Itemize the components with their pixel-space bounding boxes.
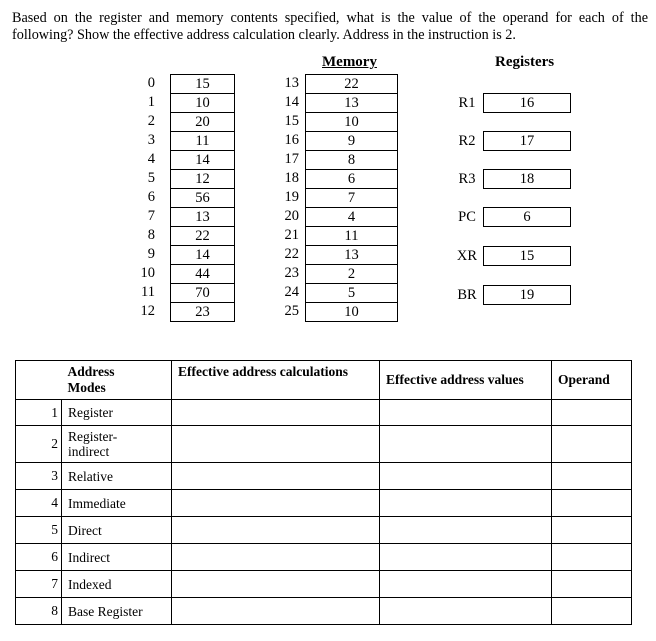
memory-address: 15 [284, 113, 299, 129]
operand-cell[interactable] [552, 463, 632, 490]
memory-cell: 6 [305, 169, 398, 189]
memory-address: 19 [284, 189, 299, 205]
operand-cell[interactable] [552, 426, 632, 463]
memory-cell: 4 [305, 207, 398, 227]
memory-cell: 12 [170, 169, 235, 189]
row-number: 7 [16, 571, 62, 598]
row-number: 4 [16, 490, 62, 517]
memory-address: 4 [147, 151, 155, 167]
row-number: 2 [16, 426, 62, 463]
header-operand: Operand [552, 361, 632, 400]
memory-address: 1 [147, 94, 155, 110]
memory-address: 3 [147, 132, 155, 148]
row-number: 1 [16, 400, 62, 426]
ea-calc-cell[interactable] [172, 463, 380, 490]
memory-address: 0 [147, 75, 155, 91]
memory-address: 20 [284, 208, 299, 224]
memory-address: 22 [284, 246, 299, 262]
ea-value-cell[interactable] [380, 463, 552, 490]
register-label-pc: PC [458, 209, 476, 225]
ea-value-cell[interactable] [380, 571, 552, 598]
addressing-modes-table [15, 360, 632, 625]
mode-name: Register [62, 400, 172, 426]
row-number: 6 [16, 544, 62, 571]
register-value-r2: 17 [483, 131, 571, 151]
memory-cell: 7 [305, 188, 398, 208]
table-row [16, 463, 632, 490]
mode-name: Base Register [62, 598, 172, 625]
memory-cell: 14 [170, 245, 235, 265]
mode-name: Relative [62, 463, 172, 490]
ea-value-cell[interactable] [380, 598, 552, 625]
ea-calc-cell[interactable] [172, 426, 380, 463]
mode-name-line2: indirect [68, 444, 110, 459]
mode-name: Direct [62, 517, 172, 544]
memory-address: 21 [284, 227, 299, 243]
row-number: 3 [16, 463, 62, 490]
memory-address: 9 [147, 246, 155, 262]
ea-value-cell[interactable] [380, 426, 552, 463]
register-label-br: BR [457, 287, 477, 303]
memory-address: 13 [284, 75, 299, 91]
row-number: 8 [16, 598, 62, 625]
memory-address: 2 [147, 113, 155, 129]
ea-calc-cell[interactable] [172, 571, 380, 598]
memory-address: 5 [147, 170, 155, 186]
header-ea-calculations: Effective address calculations [172, 361, 380, 400]
memory-cell: 22 [170, 226, 235, 246]
table-row [16, 517, 632, 544]
operand-cell[interactable] [552, 598, 632, 625]
operand-cell[interactable] [552, 490, 632, 517]
ea-value-cell[interactable] [380, 400, 552, 426]
memory-cell: 23 [170, 302, 235, 322]
memory-cell: 11 [305, 226, 398, 246]
ea-calc-cell[interactable] [172, 517, 380, 544]
operand-cell[interactable] [552, 544, 632, 571]
memory-cell: 14 [170, 150, 235, 170]
table-row [16, 426, 632, 463]
register-value-br: 19 [483, 285, 571, 305]
operand-cell[interactable] [552, 400, 632, 426]
memory-cell: 13 [305, 93, 398, 113]
memory-address: 25 [284, 303, 299, 319]
memory-cell: 11 [170, 131, 235, 151]
memory-address: 23 [284, 265, 299, 281]
memory-address: 11 [141, 284, 155, 300]
question-text: Based on the register and memory contents specified, what is the value of the operand for each of the following? Show the effective address calculation clearly. Address in the instruction is 2. [12, 10, 648, 43]
memory-title: Memory [322, 54, 377, 70]
header-empty-cell [16, 361, 62, 400]
operand-cell[interactable] [552, 517, 632, 544]
register-value-r1: 16 [483, 93, 571, 113]
header-address-modes-line2: Modes [67, 380, 106, 395]
memory-cell: 10 [305, 112, 398, 132]
table-row [16, 571, 632, 598]
mode-name: Indirect [62, 544, 172, 571]
memory-cell: 10 [305, 302, 398, 322]
register-label-r3: R3 [458, 171, 476, 187]
memory-address: 6 [147, 189, 155, 205]
ea-calc-cell[interactable] [172, 598, 380, 625]
memory-cell: 56 [170, 188, 235, 208]
memory-cell: 70 [170, 283, 235, 303]
mode-name: Immediate [62, 490, 172, 517]
memory-cell: 22 [305, 74, 398, 94]
mode-name [62, 426, 172, 463]
memory-cell: 13 [305, 245, 398, 265]
registers-title: Registers [495, 54, 555, 70]
row-number: 5 [16, 517, 62, 544]
memory-address: 17 [284, 151, 299, 167]
memory-cell: 9 [305, 131, 398, 151]
table-row [16, 400, 632, 426]
mode-name: Indexed [62, 571, 172, 598]
memory-address: 24 [284, 284, 299, 300]
memory-cell: 15 [170, 74, 235, 94]
ea-value-cell[interactable] [380, 517, 552, 544]
memory-address: 12 [140, 303, 155, 319]
mode-name-line1: Register- [68, 429, 118, 444]
header-ea-values: Effective address values [380, 361, 552, 400]
register-value-r3: 18 [483, 169, 571, 189]
memory-cell: 2 [305, 264, 398, 284]
register-label-r1: R1 [458, 95, 476, 111]
memory-cell: 10 [170, 93, 235, 113]
memory-address: 7 [147, 208, 155, 224]
header-address-modes-line1: Address [67, 364, 115, 379]
ea-calc-cell[interactable] [172, 490, 380, 517]
ea-calc-cell[interactable] [172, 544, 380, 571]
memory-cell: 8 [305, 150, 398, 170]
table-row [16, 544, 632, 571]
header-address-modes [62, 361, 172, 400]
memory-cell: 20 [170, 112, 235, 132]
register-value-xr: 15 [483, 246, 571, 266]
table-header-row [16, 361, 632, 400]
ea-value-cell[interactable] [380, 544, 552, 571]
register-label-r2: R2 [458, 133, 476, 149]
memory-address: 16 [284, 132, 299, 148]
memory-cell: 13 [170, 207, 235, 227]
memory-address: 18 [284, 170, 299, 186]
ea-calc-cell[interactable] [172, 400, 380, 426]
memory-address: 8 [147, 227, 155, 243]
ea-value-cell[interactable] [380, 490, 552, 517]
memory-cell: 5 [305, 283, 398, 303]
register-label-xr: XR [456, 248, 478, 264]
register-value-pc: 6 [483, 207, 571, 227]
memory-address: 14 [284, 94, 299, 110]
table-row [16, 490, 632, 517]
memory-cell: 44 [170, 264, 235, 284]
memory-address: 10 [140, 265, 155, 281]
operand-cell[interactable] [552, 571, 632, 598]
table-row [16, 598, 632, 625]
